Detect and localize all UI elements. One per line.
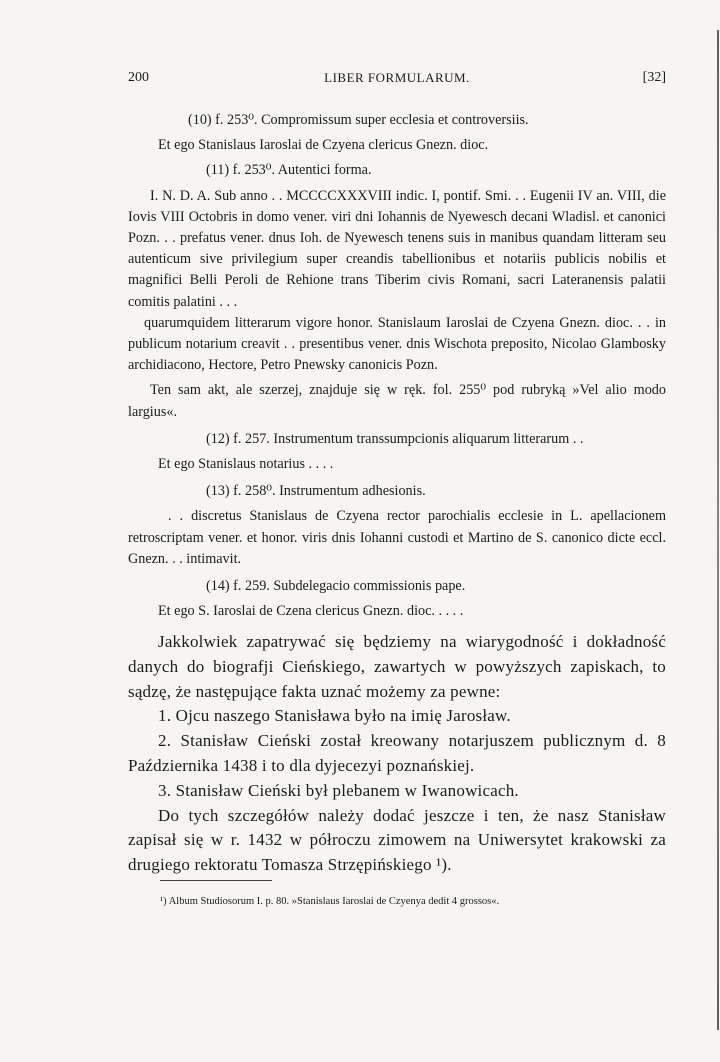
body-list-item: 2. Stanisław Cieński został kreowany notarjuszem publicznym d. 8 Października 1438 i to dla dyjecezyi poznańskiej. — [128, 731, 666, 775]
entry-heading: (10) f. 253⁰. Compromissum super ecclesia et controversiis. — [188, 112, 529, 128]
entry-text: I. N. D. A. Sub anno . . MCCCCXXXVIII indic. I, pontif. Smi. . . Eugenii IV an. VIII, die Iovis VIII Octobris in domo vener. viri dni Iohannis de Nyewesch decani Wladisl. et canonici Pozn. . . prefatus vener. dnus Ioh. de Nyewesch tenens suis in manibus quandam litteram seu autenticum sive privilegium super creandis tabellionibus et notariis publicis nobilis et magnifici Belli Peroli de Rehione trans Tiberim civis Romani, sacri Lateranensis palatii comitis palatini . . . — [128, 187, 666, 310]
main-text — [128, 630, 666, 878]
entry-heading: (11) f. 253⁰. Autentici forma. — [206, 162, 372, 179]
entry-line: Et ego Stanislaus Iaroslai de Czyena clericus Gnezn. dioc. — [158, 137, 489, 154]
entry-heading: (14) f. 259. Subdelegacio commissionis pape. — [206, 578, 466, 595]
entry-text: quarumquidem litterarum vigore honor. Stanislaum Iaroslai de Czyena Gnezn. dioc. . . in publicum notarium creavit . . presentibus vener. dnis Wischota preposito, Nicolao Glambosky archidiacono, Hectore, Petro Pnewsky canonicis Pozn. — [128, 314, 666, 374]
footnote-rule — [160, 880, 272, 881]
entry-line: Et ego Stanislaus notarius . . . . — [158, 456, 334, 473]
entry-text: . . discretus Stanislaus de Czyena rector parochialis ecclesie in L. apellacionem retroscriptam vener. et honor. viris dnis Iohanni custodi et Martino de S. canonico dicte eccl. Gnezn. . . intimavit. — [128, 508, 666, 567]
section-number: [32] — [642, 70, 666, 85]
editor-note: Ten sam akt, ale szerzej, znajduje się w ręk. fol. 255⁰ pod rubryką »Vel alio modo largius«. — [128, 382, 666, 420]
body-paragraph: Jakkolwiek zapatrywać się będziemy na wiarygodność i dokładność danych do biografji Cieńskiego, zawartych w powyższych zapiskach, to sądzę, że następujące fakta uznać możemy za pewne: — [128, 632, 666, 701]
formulary-entries — [128, 110, 666, 622]
entry-heading: (12) f. 257. Instrumentum transsumpcionis aliquarum litterarum . . — [206, 430, 584, 447]
footnote: ¹) Album Studiosorum I. p. 80. »Stanislaus Iaroslai de Czyenya dedit 4 grossos«. — [160, 896, 500, 907]
page-number: 200 — [128, 70, 149, 85]
body-list-item: 3. Stanisław Cieński był plebanem w Iwanowicach. — [158, 780, 519, 800]
running-header — [128, 70, 666, 92]
body-paragraph: Do tych szczegółów należy dodać jeszcze i ten, że nasz Stanisław zapisał się w r. 1432 w półroczu zimowem na Uniwersytet krakowski za drugiego rektoratu Tomasza Strzępińskiego ¹). — [128, 805, 666, 875]
entry-heading: (13) f. 258⁰. Instrumentum adhesionis. — [206, 483, 426, 500]
running-title: LIBER FORMULARUM. — [324, 70, 470, 85]
entry-line: Et ego S. Iaroslai de Czena clericus Gnezn. dioc. . . . . — [158, 603, 464, 620]
body-list-item: 1. Ojcu naszego Stanisława było na imię Jarosław. — [158, 706, 511, 726]
page-edge-shadow — [717, 30, 719, 1030]
